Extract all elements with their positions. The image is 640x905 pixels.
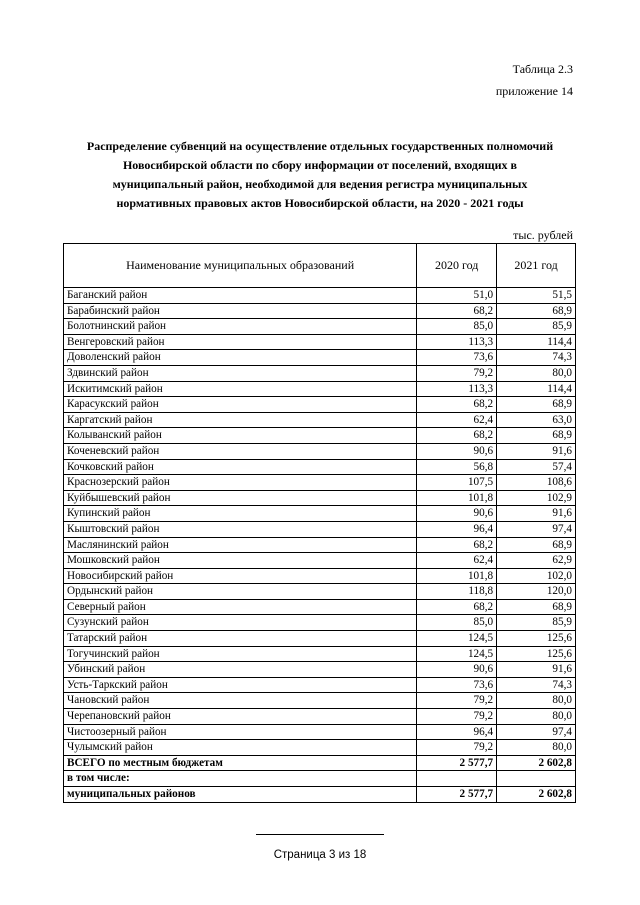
- municipality-cell: Ордынский район: [64, 584, 417, 600]
- value-2020-cell: 96,4: [417, 724, 497, 740]
- value-2020-cell: 113,3: [417, 381, 497, 397]
- table-row: [64, 537, 576, 553]
- title-line: Распределение субвенций на осуществление отдельных государственных полномочий: [86, 139, 554, 153]
- municipality-cell: Мошковский район: [64, 553, 417, 569]
- value-2020-cell: 2 577,7: [417, 787, 497, 803]
- table-row: [64, 412, 576, 428]
- table-row: [64, 568, 576, 584]
- municipality-cell: Карасукский район: [64, 397, 417, 413]
- table-row: [64, 303, 576, 319]
- value-2020-cell: 68,2: [417, 397, 497, 413]
- value-2021-cell: 97,4: [497, 521, 576, 537]
- value-2021-cell: 108,6: [497, 475, 576, 491]
- column-header-name: Наименование муниципальных образований: [64, 244, 417, 288]
- value-2021-cell: 114,4: [497, 334, 576, 350]
- value-2021-cell: 68,9: [497, 428, 576, 444]
- table-row: [64, 475, 576, 491]
- appendix-number: приложение 14: [495, 84, 573, 98]
- title-line: Новосибирской области по сбору информации от поселений, входящих в: [122, 158, 518, 172]
- value-2021-cell: 91,6: [497, 506, 576, 522]
- municipality-cell: Здвинский район: [64, 365, 417, 381]
- municipality-cell: Купинский район: [64, 506, 417, 522]
- table-row: [64, 459, 576, 475]
- table-row: [64, 490, 576, 506]
- municipality-cell: Чистоозерный район: [64, 724, 417, 740]
- municipality-cell: Краснозерский район: [64, 475, 417, 491]
- municipality-cell: Усть-Таркский район: [64, 677, 417, 693]
- table-row: [64, 693, 576, 709]
- table-row: [64, 677, 576, 693]
- column-header-2020: 2020 год: [417, 244, 497, 288]
- value-2020-cell: 68,2: [417, 537, 497, 553]
- value-2021-cell: 125,6: [497, 646, 576, 662]
- value-2021-cell: 68,9: [497, 537, 576, 553]
- value-2021-cell: 80,0: [497, 709, 576, 725]
- table-row: [64, 740, 576, 756]
- table-row: [64, 319, 576, 335]
- footer-divider: [256, 834, 384, 835]
- value-2020-cell: 85,0: [417, 615, 497, 631]
- value-2021-cell: 102,0: [497, 568, 576, 584]
- column-header-2021: 2021 год: [497, 244, 576, 288]
- value-2020-cell: 62,4: [417, 412, 497, 428]
- value-2021-cell: 63,0: [497, 412, 576, 428]
- table-header-row: [64, 244, 576, 288]
- municipality-cell: Татарский район: [64, 631, 417, 647]
- municipality-cell: Доволенский район: [64, 350, 417, 366]
- table-row: [64, 428, 576, 444]
- municipality-cell: Тогучинский район: [64, 646, 417, 662]
- value-2021-cell: 57,4: [497, 459, 576, 475]
- value-2020-cell: 107,5: [417, 475, 497, 491]
- including-row: [64, 771, 576, 787]
- districts-total-row: [64, 787, 576, 803]
- municipality-cell: Барабинский район: [64, 303, 417, 319]
- value-2021-cell: 125,6: [497, 631, 576, 647]
- total-row: [64, 755, 576, 771]
- document-title: [60, 137, 580, 213]
- value-2020-cell: 124,5: [417, 631, 497, 647]
- value-2020-cell: 73,6: [417, 350, 497, 366]
- value-2020-cell: 73,6: [417, 677, 497, 693]
- table-row: [64, 365, 576, 381]
- table-row: [64, 599, 576, 615]
- municipality-cell: Кочковский район: [64, 459, 417, 475]
- value-2020-cell: 96,4: [417, 521, 497, 537]
- units-label: тыс. рублей: [513, 228, 573, 242]
- value-2021-cell: 51,5: [497, 288, 576, 304]
- table-row: [64, 631, 576, 647]
- value-2020-cell: 2 577,7: [417, 755, 497, 771]
- table-row: [64, 521, 576, 537]
- value-2021-cell: 68,9: [497, 303, 576, 319]
- value-2021-cell: 102,9: [497, 490, 576, 506]
- value-2021-cell: 68,9: [497, 397, 576, 413]
- value-2021-cell: 74,3: [497, 677, 576, 693]
- municipality-cell: Чулымский район: [64, 740, 417, 756]
- table-row: [64, 381, 576, 397]
- value-2021-cell: [497, 771, 576, 787]
- value-2020-cell: 101,8: [417, 490, 497, 506]
- value-2020-cell: 101,8: [417, 568, 497, 584]
- municipality-cell: Кыштовский район: [64, 521, 417, 537]
- table-number: Таблица 2.3: [512, 62, 573, 76]
- value-2020-cell: 90,6: [417, 506, 497, 522]
- value-2020-cell: 68,2: [417, 599, 497, 615]
- table-row: [64, 615, 576, 631]
- value-2020-cell: 118,8: [417, 584, 497, 600]
- value-2021-cell: 80,0: [497, 693, 576, 709]
- table-row: [64, 334, 576, 350]
- municipality-cell: Чановский район: [64, 693, 417, 709]
- table-row: [64, 724, 576, 740]
- table-row: [64, 662, 576, 678]
- value-2021-cell: 120,0: [497, 584, 576, 600]
- table-row: [64, 443, 576, 459]
- municipality-cell: Баганский район: [64, 288, 417, 304]
- title-line: муниципальный район, необходимой для ведения регистра муниципальных: [112, 177, 528, 191]
- value-2021-cell: 62,9: [497, 553, 576, 569]
- value-2021-cell: 91,6: [497, 443, 576, 459]
- municipality-cell: Коченевский район: [64, 443, 417, 459]
- value-2020-cell: 79,2: [417, 740, 497, 756]
- table-row: [64, 397, 576, 413]
- value-2020-cell: 85,0: [417, 319, 497, 335]
- title-line: нормативных правовых актов Новосибирской области, на 2020 - 2021 годы: [116, 196, 524, 210]
- value-2020-cell: 56,8: [417, 459, 497, 475]
- value-2020-cell: 68,2: [417, 303, 497, 319]
- municipality-cell: в том числе:: [64, 771, 417, 787]
- table-row: [64, 709, 576, 725]
- value-2020-cell: 90,6: [417, 662, 497, 678]
- subsidy-table: [63, 243, 576, 803]
- value-2021-cell: 68,9: [497, 599, 576, 615]
- value-2021-cell: 2 602,8: [497, 755, 576, 771]
- value-2021-cell: 91,6: [497, 662, 576, 678]
- value-2020-cell: 90,6: [417, 443, 497, 459]
- value-2020-cell: [417, 771, 497, 787]
- table-row: [64, 506, 576, 522]
- municipality-cell: Болотнинский район: [64, 319, 417, 335]
- municipality-cell: Куйбышевский район: [64, 490, 417, 506]
- value-2020-cell: 79,2: [417, 693, 497, 709]
- municipality-cell: Маслянинский район: [64, 537, 417, 553]
- municipality-cell: Колыванский район: [64, 428, 417, 444]
- value-2021-cell: 97,4: [497, 724, 576, 740]
- value-2021-cell: 2 602,8: [497, 787, 576, 803]
- table-row: [64, 553, 576, 569]
- value-2021-cell: 114,4: [497, 381, 576, 397]
- municipality-cell: Сузунский район: [64, 615, 417, 631]
- table-row: [64, 288, 576, 304]
- page-number: Страница 3 из 18: [273, 849, 367, 861]
- value-2021-cell: 85,9: [497, 615, 576, 631]
- value-2020-cell: 68,2: [417, 428, 497, 444]
- municipality-cell: Каргатский район: [64, 412, 417, 428]
- table-row: [64, 350, 576, 366]
- municipality-cell: Венгеровский район: [64, 334, 417, 350]
- table-row: [64, 584, 576, 600]
- table-row: [64, 646, 576, 662]
- municipality-cell: Убинский район: [64, 662, 417, 678]
- value-2020-cell: 51,0: [417, 288, 497, 304]
- municipality-cell: муниципальных районов: [64, 787, 417, 803]
- municipality-cell: Черепановский район: [64, 709, 417, 725]
- value-2021-cell: 80,0: [497, 740, 576, 756]
- municipality-cell: Северный район: [64, 599, 417, 615]
- value-2020-cell: 124,5: [417, 646, 497, 662]
- table-body: [64, 288, 576, 803]
- municipality-cell: ВСЕГО по местным бюджетам: [64, 755, 417, 771]
- municipality-cell: Искитимский район: [64, 381, 417, 397]
- value-2020-cell: 62,4: [417, 553, 497, 569]
- value-2021-cell: 74,3: [497, 350, 576, 366]
- value-2021-cell: 85,9: [497, 319, 576, 335]
- value-2020-cell: 79,2: [417, 365, 497, 381]
- value-2021-cell: 80,0: [497, 365, 576, 381]
- value-2020-cell: 113,3: [417, 334, 497, 350]
- value-2020-cell: 79,2: [417, 709, 497, 725]
- municipality-cell: Новосибирский район: [64, 568, 417, 584]
